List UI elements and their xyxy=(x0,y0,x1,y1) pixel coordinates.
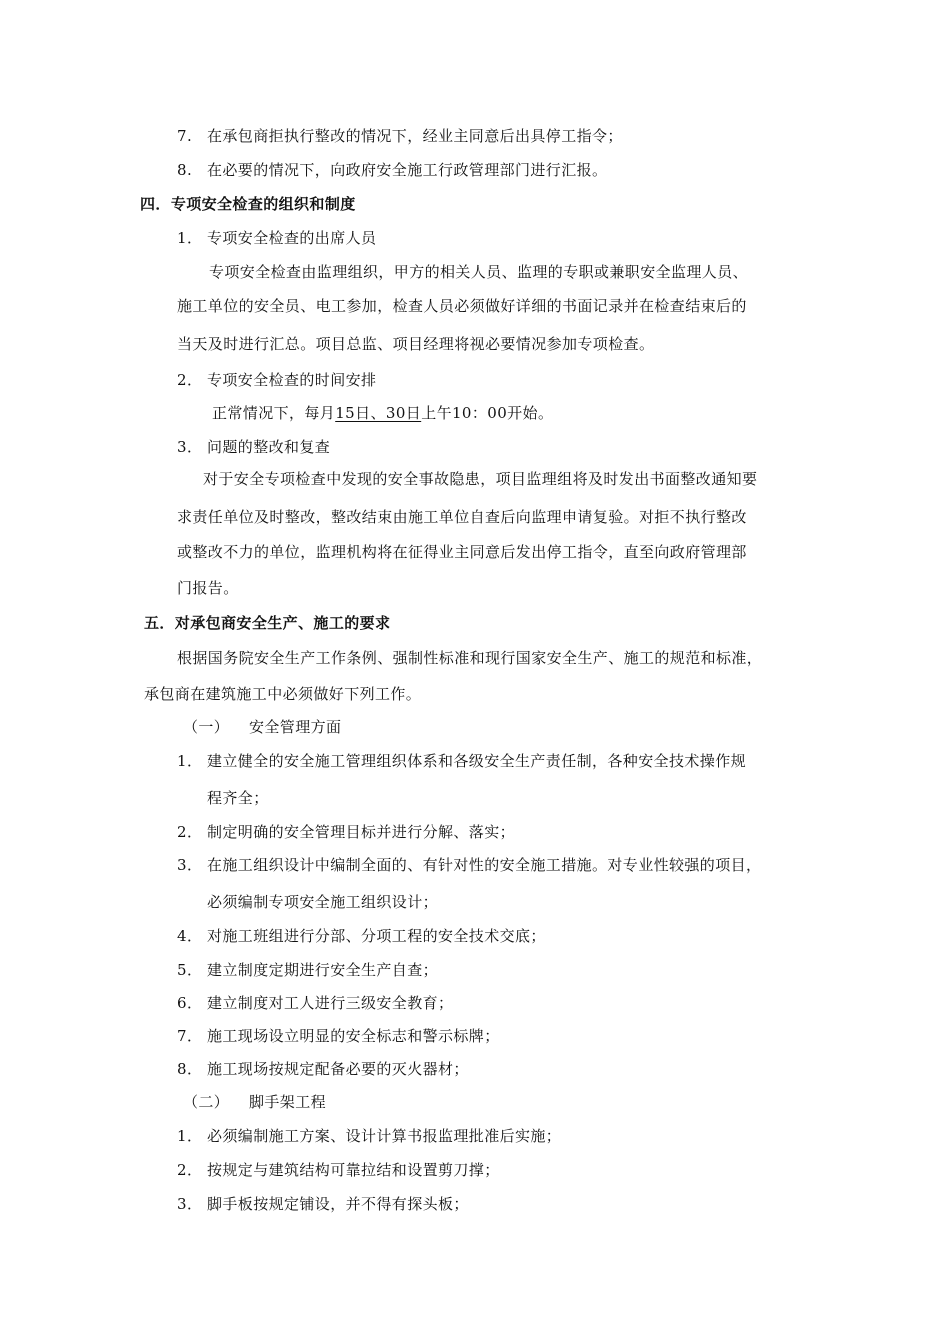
subsection-heading: 3． 问题的整改和复查 xyxy=(177,438,331,456)
list-item: 3． 脚手板按规定铺设，并不得有探头板； xyxy=(177,1195,469,1213)
list-item: 2． 制定明确的安全管理目标并进行分解、落实； xyxy=(177,823,516,841)
list-item: 5． 建立制度定期进行安全生产自查； xyxy=(177,961,439,979)
subsection-heading: 2． 专项安全检查的时间安排 xyxy=(177,371,377,389)
list-item: 6． 建立制度对工人进行三级安全教育； xyxy=(177,994,454,1012)
list-item: 8. 在必要的情况下，向政府安全施工行政管理部门进行汇报。 xyxy=(177,161,608,179)
paragraph-line: 根据国务院安全生产工作条例、强制性标准和现行国家安全生产、施工的规范和标准， xyxy=(177,649,763,667)
paragraph-line: 专项安全检查由监理组织，甲方的相关人员、监理的专职或兼职安全监理人员、 xyxy=(209,263,749,281)
paragraph-line: 求责任单位及时整改，整改结束由施工单位自查后向监理申请复验。对拒不执行整改 xyxy=(177,508,747,526)
list-item: 7. 在承包商拒执行整改的情况下，经业主同意后出具停工指令； xyxy=(177,127,623,145)
paragraph-line: 施工单位的安全员、电工参加，检查人员必须做好详细的书面记录并在检查结束后的 xyxy=(177,297,747,315)
subsection-heading: （二） 脚手架工程 xyxy=(183,1093,327,1111)
list-item: 7． 施工现场设立明显的安全标志和警示标牌； xyxy=(177,1027,500,1045)
paragraph-line: 对于安全专项检查中发现的安全事故隐患，项目监理组将及时发出书面整改通知要 xyxy=(203,470,758,488)
list-item: 4． 对施工班组进行分部、分项工程的安全技术交底； xyxy=(177,927,546,945)
subsection-heading: 1． 专项安全检查的出席人员 xyxy=(177,229,377,247)
paragraph-line: 当天及时进行汇总。项目总监、项目经理将视必要情况参加专项检查。 xyxy=(177,335,655,353)
paragraph-line: 承包商在建筑施工中必须做好下列工作。 xyxy=(144,685,422,703)
paragraph-line: 门报告。 xyxy=(177,579,239,597)
paragraph-line: 正常情况下，每月15日、30日上午10：00开始。 xyxy=(212,404,554,422)
list-item: 1． 必须编制施工方案、设计计算书报监理批准后实施； xyxy=(177,1127,562,1145)
list-item: 3． 在施工组织设计中编制全面的、有针对性的安全施工措施。对专业性较强的项目， xyxy=(177,856,762,874)
list-item: 2． 按规定与建筑结构可靠拉结和设置剪刀撑； xyxy=(177,1161,500,1179)
section-heading-4: 四．专项安全检查的组织和制度 xyxy=(140,195,356,213)
section-heading-5: 五．对承包商安全生产、施工的要求 xyxy=(144,614,391,632)
paragraph-line: 或整改不力的单位，监理机构将在征得业主同意后发出停工指令，直至向政府管理部 xyxy=(177,543,747,561)
list-item-continuation: 必须编制专项安全施工组织设计； xyxy=(207,893,439,911)
date-underlined: 15日、30日 xyxy=(335,404,422,422)
list-item-continuation: 程齐全； xyxy=(207,789,269,807)
subsection-heading: （一） 安全管理方面 xyxy=(183,718,342,736)
list-item: 8． 施工现场按规定配备必要的灭火器材； xyxy=(177,1060,469,1078)
list-item: 1． 建立健全的安全施工管理组织体系和各级安全生产责任制，各种安全技术操作规 xyxy=(177,752,747,770)
